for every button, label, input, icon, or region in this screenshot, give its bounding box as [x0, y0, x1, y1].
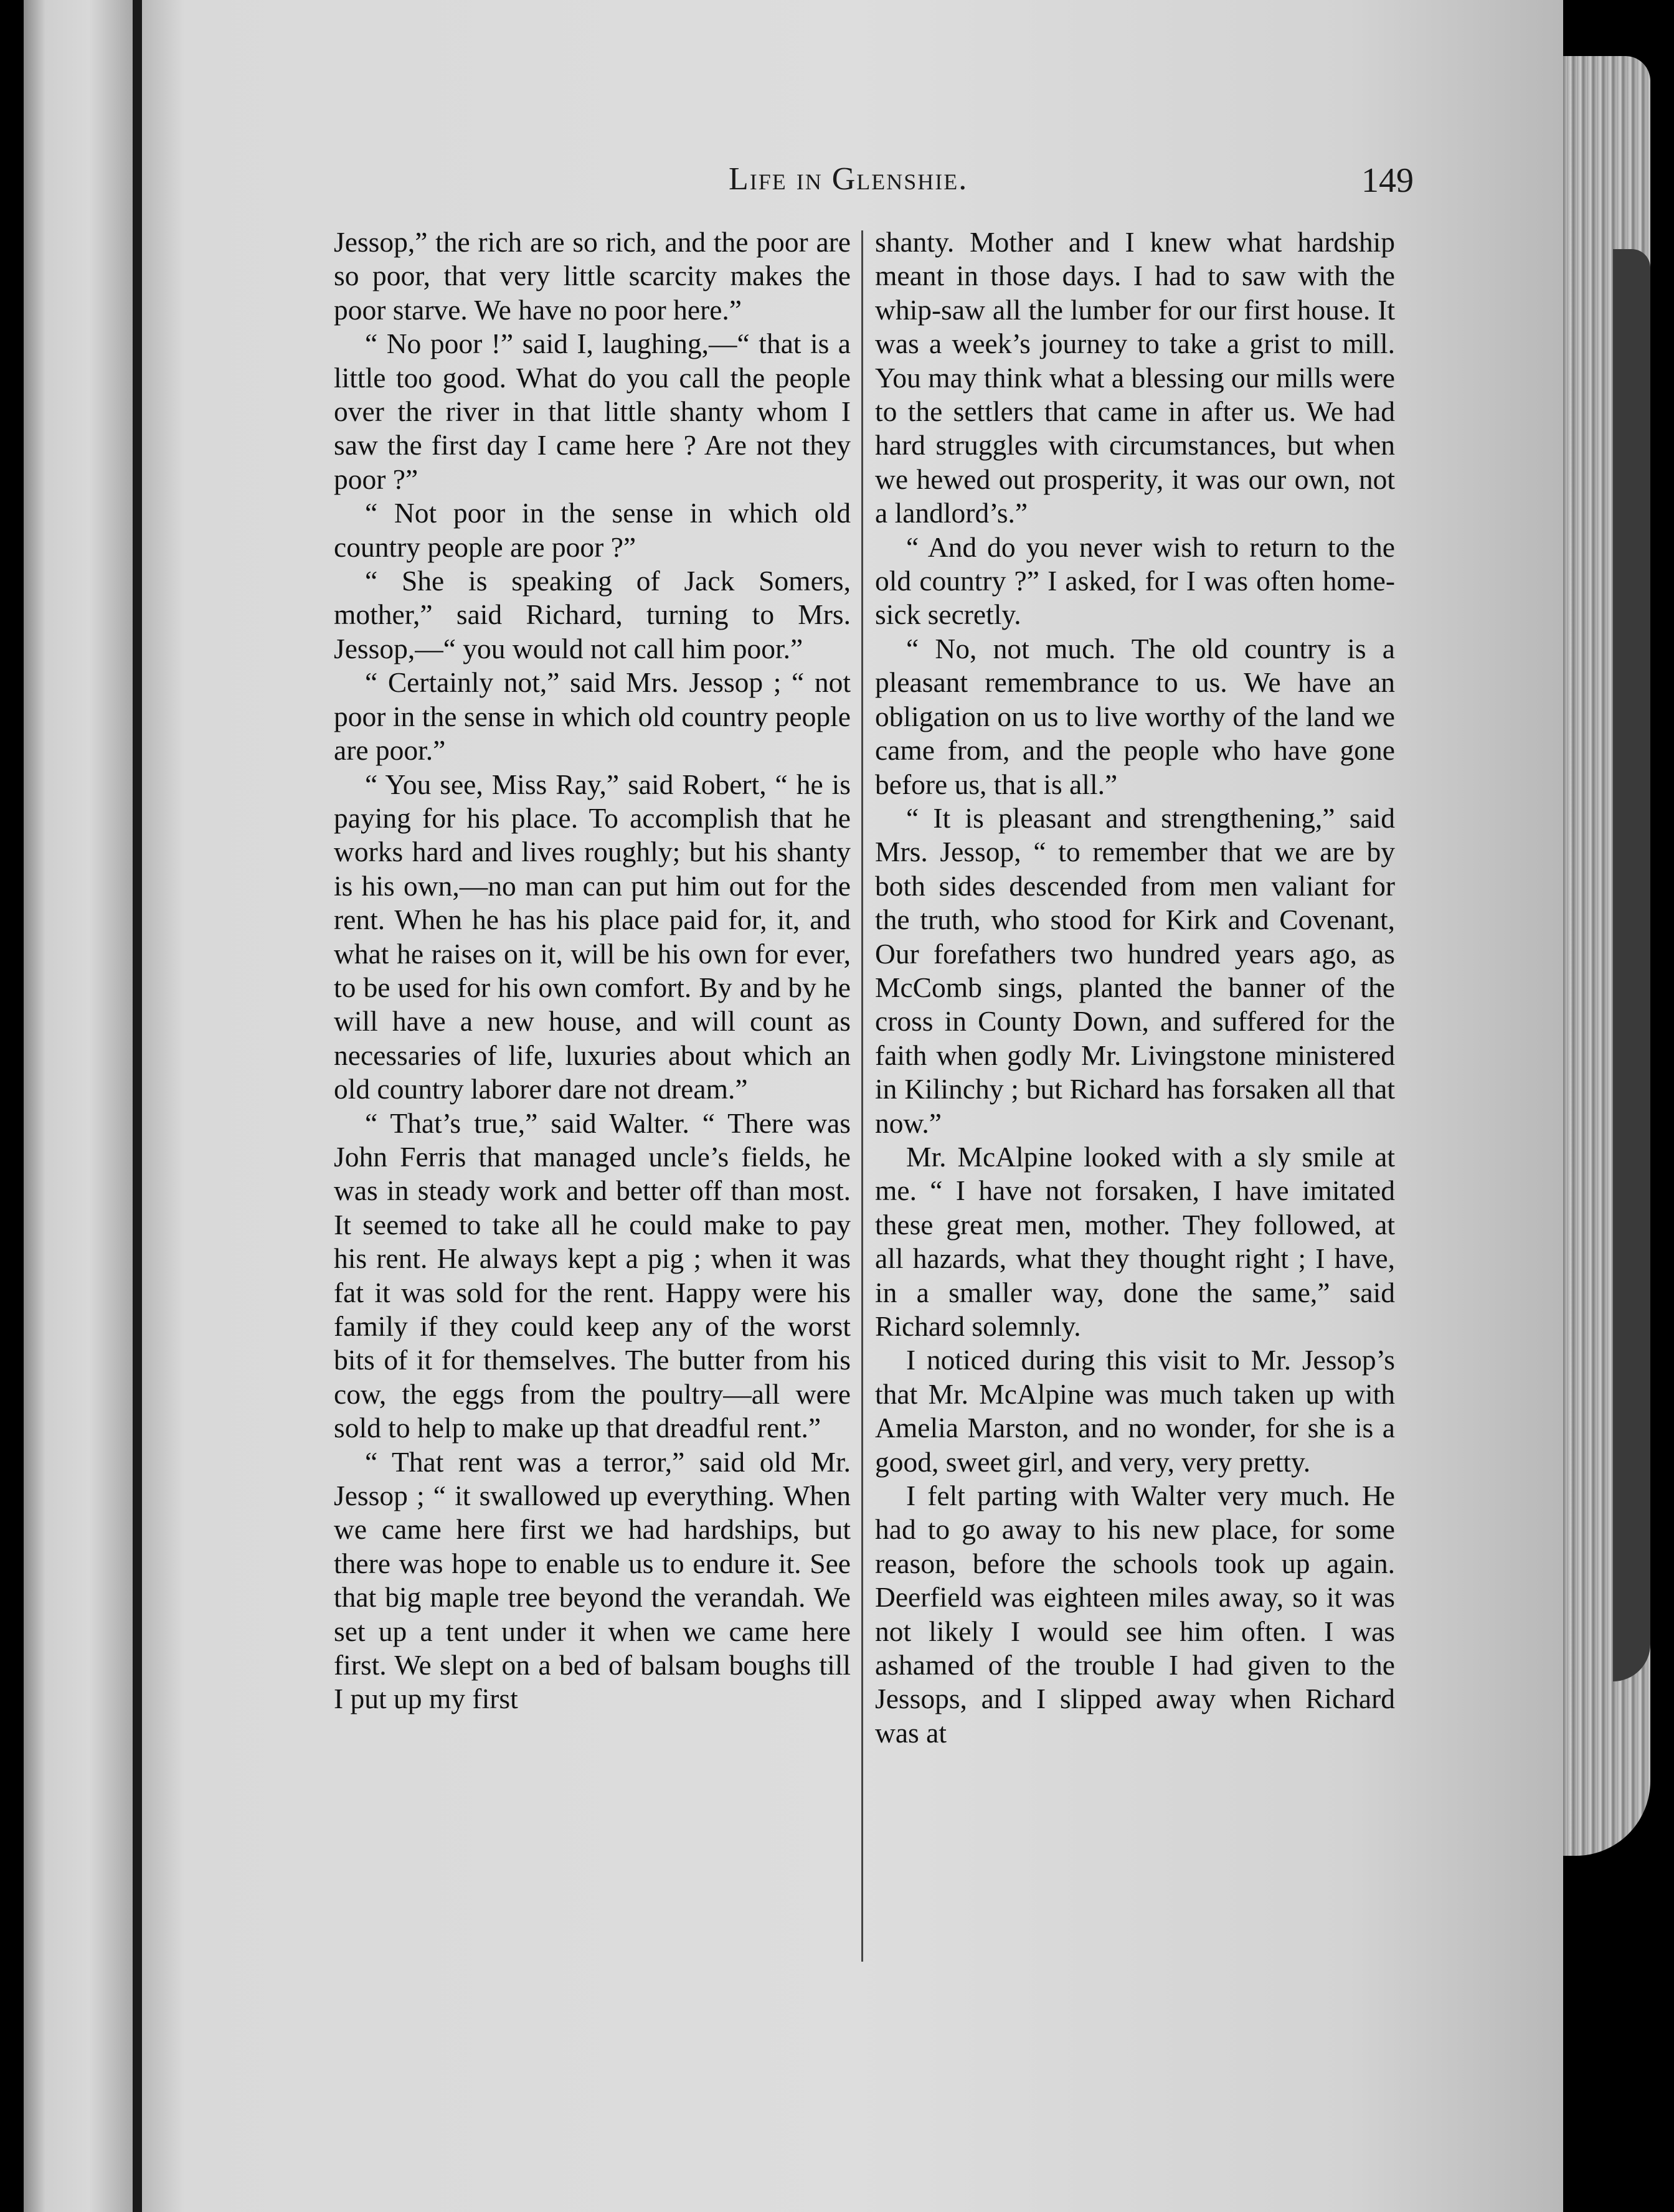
paragraph: “ No poor !” said I, laughing,—“ that is a little too good. What do you call the people over the river in that little shanty whom I saw the first day I came here ? Are not they poor ?”	[334, 328, 851, 495]
paragraph: “ She is speaking of Jack Somers, mother,” said Richard, turning to Mrs. Jessop,—“ you would not call him poor.”	[334, 565, 851, 664]
page-number: 149	[1361, 161, 1414, 200]
paragraph: I felt parting with Walter very much. He had to go away to his new place, for some reason, before the schools took up again. Deerfield was eighteen miles away, so it was not likely I would see him often. I was ashamed of the trouble I had given to the Jessops, and I slipped away when Richard was at	[875, 1480, 1395, 1749]
facing-page-edge	[24, 0, 133, 2212]
paragraph: “ Certainly not,” said Mrs. Jessop ; “ not poor in the sense in which old country people are poor.”	[334, 666, 851, 767]
running-head: Life in Glenshie.	[729, 161, 968, 197]
left-column	[334, 225, 851, 1716]
paragraph: “ It is pleasant and strengthening,” said Mrs. Jessop, “ to remember that we are by both sides descended from men valiant for the truth, who stood for Kirk and Covenant, Our forefathers two hundred years ago, as McComb sings, planted the banner of the cross in County Down, and suffered for the faith when godly Mr. Livingstone ministered in Kilinchy ; but Richard has forsaken all that now.”	[875, 801, 1395, 1139]
column-rule	[861, 230, 863, 1962]
paragraph: “ And do you never wish to return to the old country ?” I asked, for I was often home-sick secretly.	[875, 531, 1395, 631]
paragraph: I noticed during this visit to Mr. Jessop’s that Mr. McAlpine was much taken up with Amelia Marston, and no wonder, for she is a good, sweet girl, and very, very pretty.	[875, 1344, 1395, 1478]
paragraph: “ You see, Miss Ray,” said Robert, “ he is paying for his place. To accomplish that he works hard and lives roughly; but his shanty is his own,—no man can put him out for the rent. When he has his place paid for, it, and what he raises on it, will be his own for ever, to be used for his own comfort. By and by he will have a new house, and will count as necessaries of life, luxuries about which an old country laborer dare not dream.”	[334, 768, 851, 1105]
paragraph: “ That rent was a terror,” said old Mr. Jessop ; “ it swallowed up everything. When we came here first we had hardships, but there was hope to enable us to endure it. See that big maple tree beyond the verandah. We set up a tent under it when we came here first. We slept on a bed of balsam boughs till I put up my first	[334, 1445, 851, 1715]
right-column	[875, 225, 1395, 1750]
page-stack-shadow	[1613, 249, 1650, 1681]
paragraph: Mr. McAlpine looked with a sly smile at me. “ I have not forsaken, I have imitated these great men, mother. They followed, at all hazards, what they thought right ; I have, in a smaller way, done the same,” said Richard solemnly.	[875, 1140, 1395, 1342]
paragraph: shanty. Mother and I knew what hardship meant in those days. I had to saw with the whip-saw all the lumber for our first house. It was a week’s journey to take a grist to mill. You may think what a blessing our mills were to the settlers that came in after us. We had hard struggles with circumstances, but when we hewed out prosperity, it was our own, not a landlord’s.”	[875, 226, 1395, 529]
paragraph: “ No, not much. The old country is a pleasant remembrance to us. We have an obligation on us to live worthy of the land we came from, and the people who have gone before us, that is all.”	[875, 632, 1395, 800]
paragraph: “ Not poor in the sense in which old country people are poor ?”	[334, 497, 851, 563]
paragraph: Jessop,” the rich are so rich, and the poor are so poor, that very little scarcity makes the poor starve. We have no poor here.”	[334, 226, 851, 326]
paragraph: “ That’s true,” said Walter. “ There was John Ferris that managed uncle’s fields, he was in steady work and better off than most. It seemed to take all he could make to pay his rent. He always kept a pig ; when it was fat it was sold for the rent. Happy were his family if they could keep any of the worst bits of it for themselves. The butter from his cow, the eggs from the poultry—all were sold to help to make up that dreadful rent.”	[334, 1107, 851, 1444]
